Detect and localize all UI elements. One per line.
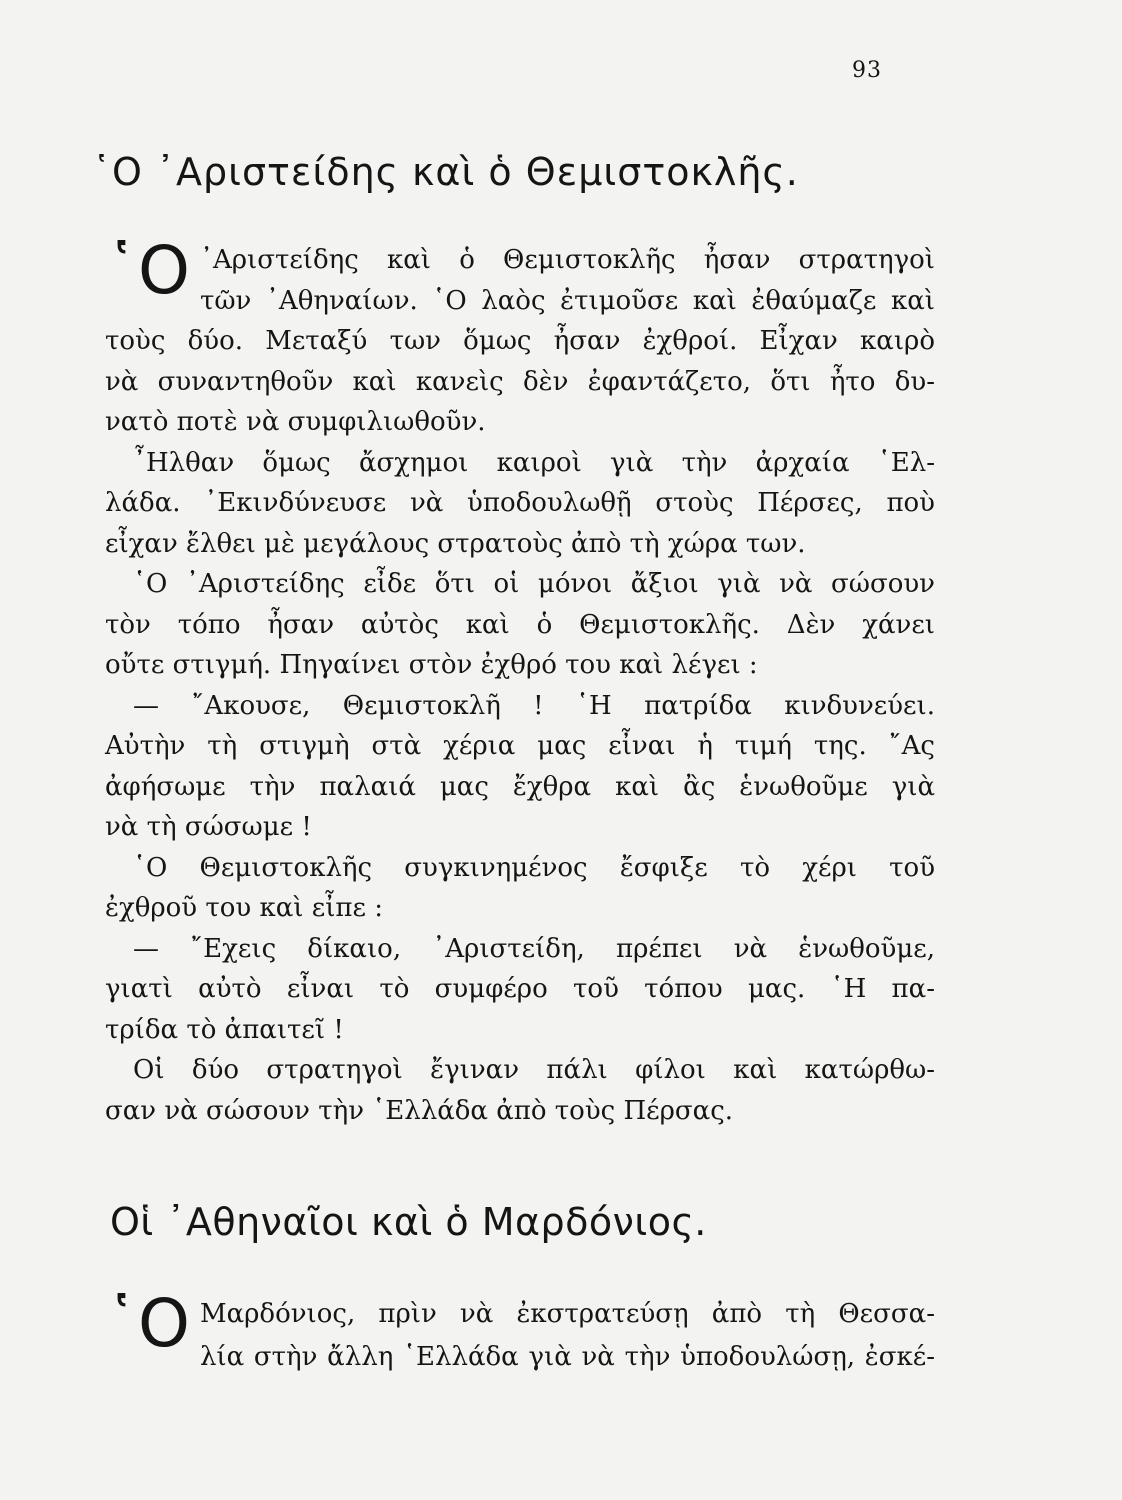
text-line: ᾿Αριστείδης καὶ ὁ Θεμιστοκλῆς ἦσαν στρατηγοὶ bbox=[199, 245, 935, 275]
text-line: τὸν τόπο ἦσαν αὐτὸς καὶ ὁ Θεμιστοκλῆς. Δὲν χάνει bbox=[105, 609, 935, 640]
section-title-aristeides: ῾Ο ᾿Αριστείδης καὶ ὁ Θεμιστοκλῆς. bbox=[92, 150, 799, 194]
text-line: ῾Ο ᾿Αριστείδης εἶδε ὅτι οἱ μόνοι ἄξιοι γιὰ νὰ σώσουν bbox=[133, 569, 935, 599]
text-line: Αὐτὴν τὴ στιγμὴ στὰ χέρια μας εἶναι ἡ τιμή της. ῎Ας bbox=[105, 731, 935, 761]
text-line: νὰ τὴ σώσωμε ! bbox=[105, 812, 312, 842]
text-line: ἀφήσωμε τὴν παλαιά μας ἔχθρα καὶ ἂς ἑνωθοῦμε γιὰ bbox=[105, 771, 935, 802]
text-line: Μαρδόνιος, πρὶν νὰ ἐκστρατεύσῃ ἀπὸ τὴ Θεσσα- bbox=[199, 1299, 935, 1329]
section-title-mardonios: Οἱ ᾿Αθηναῖοι καὶ ὁ Μαρδόνιος. bbox=[110, 1200, 707, 1244]
text-line: ἐχθροῦ του καὶ εἶπε : bbox=[105, 893, 383, 923]
text-line: ῏Ηλθαν ὅμως ἄσχημοι καιροὶ γιὰ τὴν ἀρχαία ῾Ελ- bbox=[133, 447, 935, 478]
text-line: λάδα. ᾿Εκινδύνευσε νὰ ὑποδουλωθῇ στοὺς Πέρσες, ποὺ bbox=[105, 488, 935, 518]
drop-cap: ῾Ο bbox=[105, 232, 190, 309]
text-line: λία στὴν ἄλλη ῾Ελλάδα γιὰ νὰ τὴν ὑποδουλώσῃ, ἐσκέ- bbox=[199, 1342, 935, 1372]
text-line: οὔτε στιγμή. Πηγαίνει στὸν ἐχθρό του καὶ λέγει : bbox=[105, 650, 758, 680]
text-line: σαν νὰ σώσουν τὴν ῾Ελλάδα ἀπὸ τοὺς Πέρσας. bbox=[105, 1095, 734, 1126]
text-line: Οἱ δύο στρατηγοὶ ἔγιναν πάλι φίλοι καὶ κατώρθω- bbox=[133, 1055, 935, 1085]
text-line: γιατὶ αὐτὸ εἶναι τὸ συμφέρο τοῦ τόπου μας. ῾Η πα- bbox=[105, 974, 935, 1004]
drop-cap: ῾Ο bbox=[105, 1285, 190, 1362]
text-line: εἶχαν ἔλθει μὲ μεγάλους στρατοὺς ἀπὸ τὴ χώρα των. bbox=[105, 528, 806, 559]
page-number: 93 bbox=[852, 58, 882, 83]
text-line: ῾Ο Θεμιστοκλῆς συγκινημένος ἔσφιξε τὸ χέρι τοῦ bbox=[133, 852, 935, 883]
text-line: νατὸ ποτὲ νὰ συμφιλιωθοῦν. bbox=[105, 407, 486, 437]
text-line: — ῎Ακουσε, Θεμιστοκλῆ ! ῾Η πατρίδα κινδυνεύει. bbox=[133, 690, 935, 721]
section-body-mardonios bbox=[105, 1285, 935, 1379]
text-line: τοὺς δύο. Μεταξύ των ὅμως ἦσαν ἐχθροί. Εἶχαν καιρὸ bbox=[105, 326, 935, 356]
text-line: νὰ συναντηθοῦν καὶ κανεὶς δὲν ἐφαντάζετο, ὅτι ἦτο δυ- bbox=[105, 366, 935, 397]
text-line: τῶν ᾿Αθηναίων. ῾Ο λαὸς ἐτιμοῦσε καὶ ἐθαύμαζε καὶ bbox=[199, 285, 935, 316]
text-line: — ῎Εχεις δίκαιο, ᾿Αριστείδη, πρέπει νὰ ἑνωθοῦμε, bbox=[133, 933, 935, 964]
text-line: τρίδα τὸ ἀπαιτεῖ ! bbox=[105, 1014, 344, 1045]
section-body-aristeides bbox=[105, 232, 935, 1131]
